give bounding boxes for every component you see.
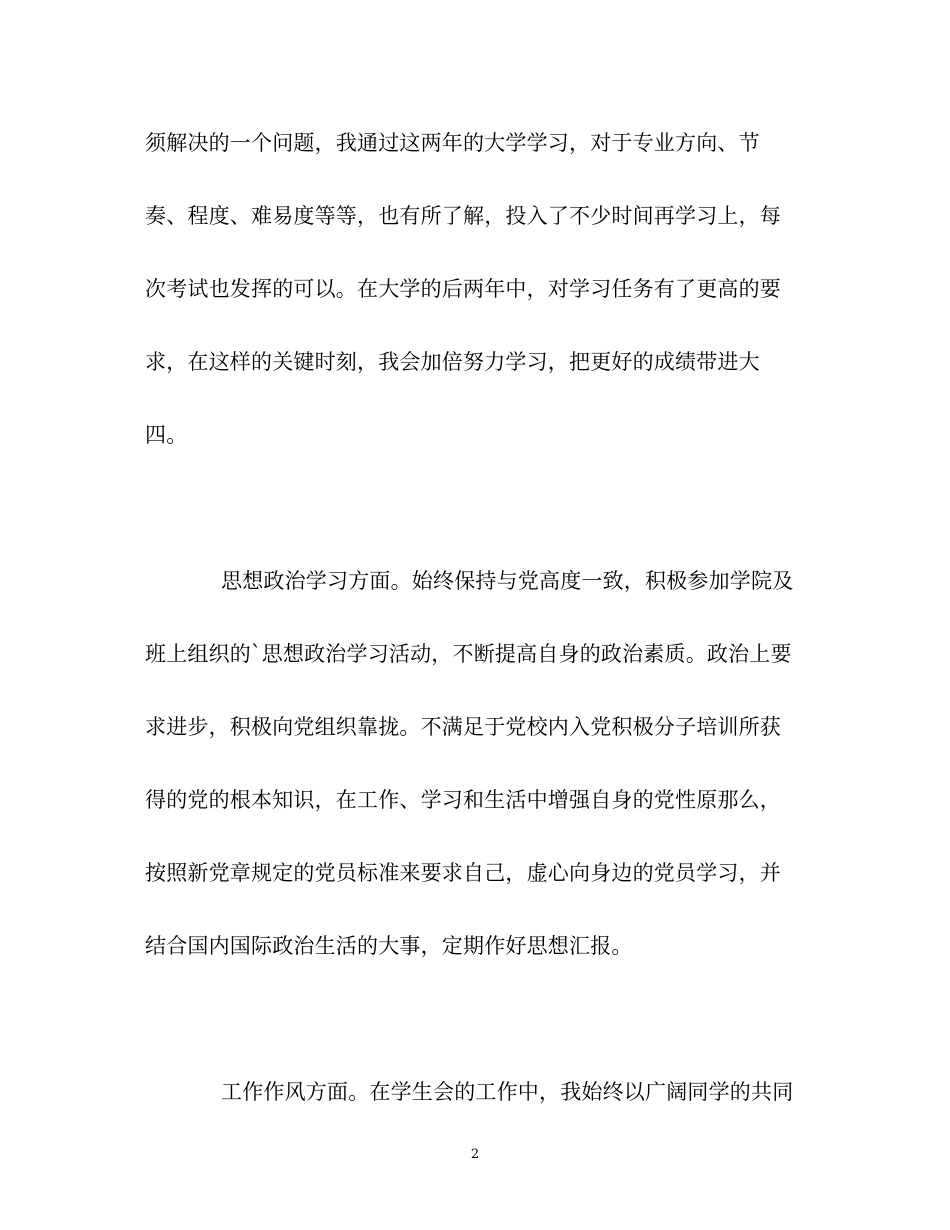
paragraph-1-line-3: 次考试也发挥的可以。在大学的后两年中，对学习任务有了更高的要 [145,277,781,301]
paragraph-1-line-2: 奏、程度、难易度等等，也有所了解，投入了不少时间再学习上，每 [145,204,781,228]
paragraph-1-line-5: 四。 [145,423,188,447]
paragraph-3-line-1: 工作作风方面。在学生会的工作中，我始终以广阔同学的共同 [221,1080,794,1104]
paragraph-1-line-4: 求，在这样的关键时刻，我会加倍努力学习，把更好的成绩带进大 [145,350,760,374]
paragraph-2-line-2: 班上组织的`思想政治学习活动，不断提高自身的政治素质。政治上要 [145,642,792,666]
paragraph-1-line-1: 须解决的一个问题，我通过这两年的大学学习，对于专业方向、节 [145,131,760,155]
paragraph-2-line-5: 按照新党章规定的党员标准来要求自己，虚心向身边的党员学习，并 [145,861,781,885]
page-number: 2 [470,1147,480,1162]
paragraph-2-line-6: 结合国内国际政治生活的大事，定期作好思想汇报。 [145,934,633,958]
paragraph-2-line-3: 求进步，积极向党组织靠拢。不满足于党校内入党积极分子培训所获 [145,715,781,739]
paragraph-2-line-1: 思想政治学习方面。始终保持与党高度一致，积极参加学院及 [221,569,794,593]
paragraph-2-line-4: 得的党的根本知识，在工作、学习和生活中增强自身的党性原那么， [145,788,781,812]
